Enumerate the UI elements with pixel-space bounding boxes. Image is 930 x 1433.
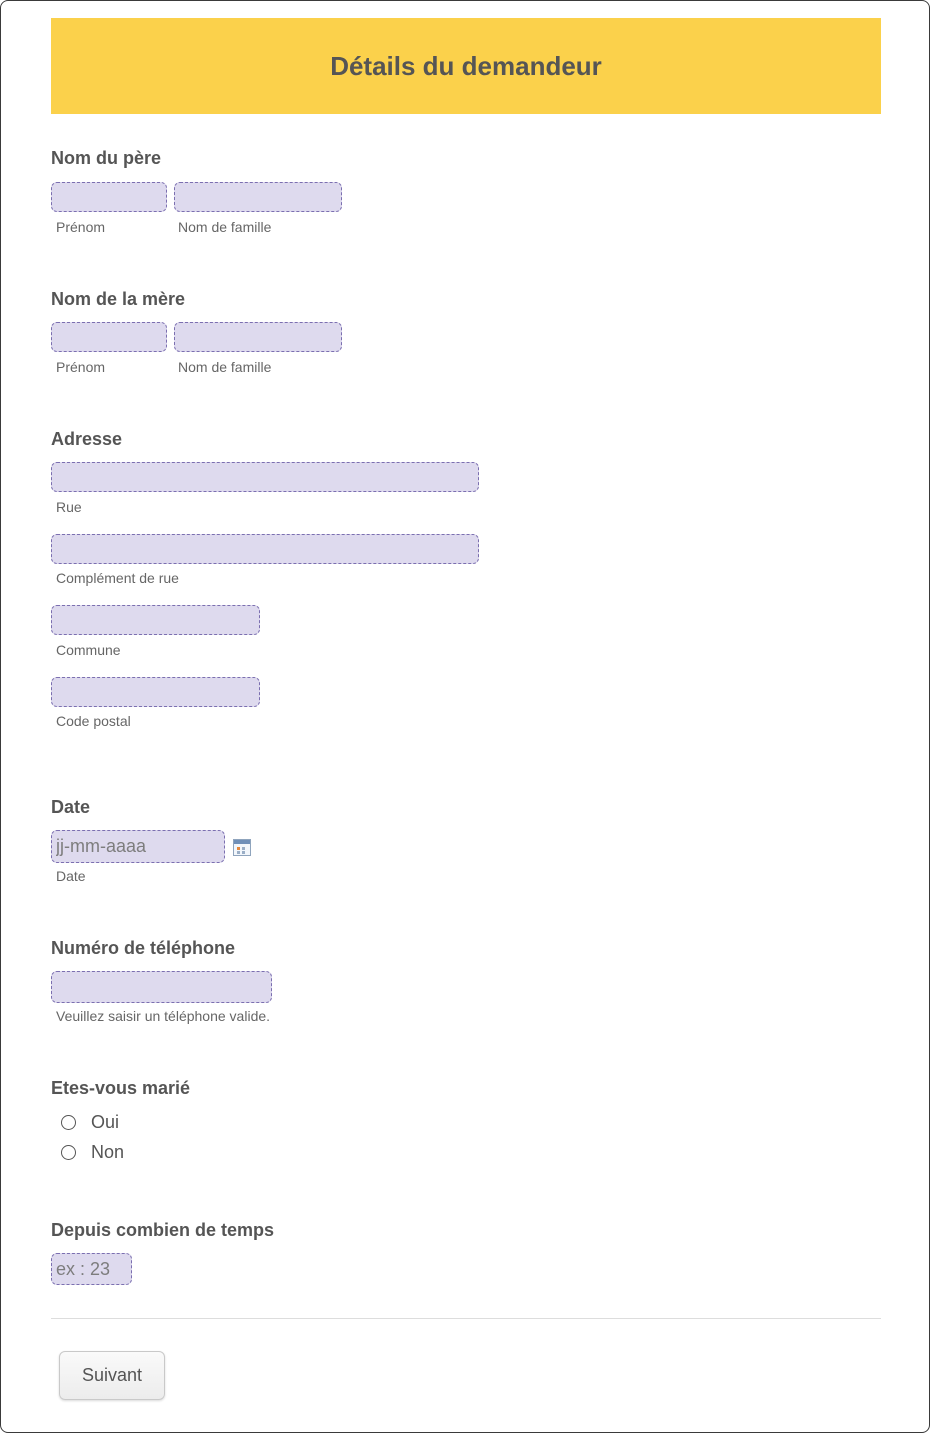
street2-sublabel: Complément de rue (56, 570, 179, 586)
date-label: Date (51, 797, 91, 817)
radio-oui-circle[interactable] (61, 1115, 76, 1130)
street-sublabel: Rue (56, 499, 82, 515)
postal-code-input[interactable] (51, 677, 260, 707)
mother-name-label: Nom de la mère (51, 289, 186, 309)
father-last-name-input[interactable] (174, 182, 342, 212)
street2-input[interactable] (51, 534, 479, 564)
father-name-label: Nom du père (51, 148, 162, 168)
divider (51, 1318, 881, 1319)
father-last-name-sublabel: Nom de famille (178, 219, 272, 235)
phone-input[interactable] (51, 971, 272, 1003)
street-input[interactable] (51, 462, 479, 492)
radio-option-non[interactable] (61, 1142, 124, 1163)
city-sublabel: Commune (56, 642, 121, 658)
radio-oui-label: Oui (91, 1112, 120, 1132)
postal-code-sublabel: Code postal (56, 713, 131, 729)
phone-label: Numéro de téléphone (51, 938, 236, 958)
duration-input[interactable] (51, 1253, 132, 1285)
next-button[interactable]: Suivant (59, 1351, 165, 1400)
city-input[interactable] (51, 605, 260, 635)
married-label: Etes-vous marié (51, 1078, 191, 1098)
duration-label: Depuis combien de temps (51, 1220, 275, 1240)
mother-first-name-sublabel: Prénom (56, 359, 106, 375)
radio-non-label: Non (91, 1142, 125, 1162)
radio-non-circle[interactable] (61, 1145, 76, 1160)
phone-sublabel: Veuillez saisir un téléphone valide. (56, 1008, 271, 1024)
mother-last-name-sublabel: Nom de famille (178, 359, 272, 375)
address-label: Adresse (51, 429, 123, 449)
father-first-name-input[interactable] (51, 182, 167, 212)
form-title: Détails du demandeur (330, 50, 602, 81)
calendar-icon[interactable] (233, 839, 251, 856)
form-header (51, 18, 881, 114)
mother-last-name-input[interactable] (174, 322, 342, 352)
father-first-name-sublabel: Prénom (56, 219, 106, 235)
radio-option-oui[interactable] (61, 1112, 119, 1133)
date-sublabel: Date (56, 868, 86, 884)
date-input[interactable] (51, 830, 225, 863)
mother-first-name-input[interactable] (51, 322, 167, 352)
